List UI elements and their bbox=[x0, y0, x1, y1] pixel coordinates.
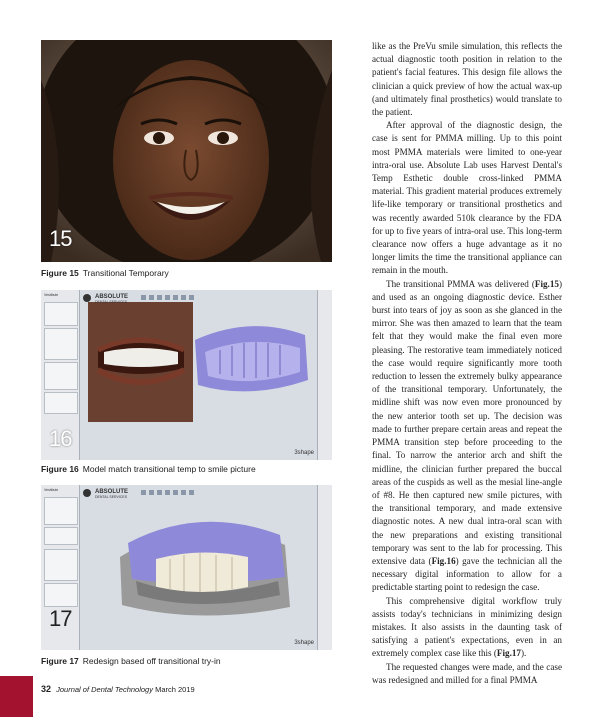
figure-16-screenshot bbox=[41, 290, 332, 460]
paragraph-2: After approval of the diagnostic design, the case is sent for PMMA milling. Up to this point most PMMA materials were limited to one-year intra-oral use. Absolute Lab uses Harvest Dental's Temp Esthetic double cross-linked PMMA material. This gradient material produces extremely life-like temporary or transitional prosthetics and was recently awarded 510k clearance by the FDA for up to five years of intra-oral use. This long-term clearance now offers a huge advantage as it no longer limits the time the transitional appliance can remain in the mouth. bbox=[372, 120, 562, 276]
figure-ref: Fig.15 bbox=[534, 278, 559, 289]
brand-subtitle: DENTAL SERVICES bbox=[95, 300, 128, 304]
figure-17-screenshot bbox=[41, 485, 332, 650]
side-toolbar bbox=[317, 485, 332, 650]
caption-text: Redesign based off transitional try-in bbox=[82, 656, 221, 666]
paragraph-4 bbox=[372, 595, 562, 661]
figure-15-photo bbox=[41, 40, 332, 262]
figure-number: 16 bbox=[49, 426, 72, 451]
3d-viewport bbox=[80, 290, 317, 460]
vendor-logo: 3shape bbox=[294, 450, 314, 456]
smiling-woman-portrait bbox=[41, 40, 332, 262]
brand-text: ABSOLUTE bbox=[95, 294, 128, 300]
figure-16-caption bbox=[41, 464, 256, 474]
text-run: The transitional PMMA was delivered ( bbox=[386, 278, 535, 289]
figure-17-caption bbox=[41, 656, 221, 666]
figure-ref: Fig.17 bbox=[496, 648, 521, 659]
caption-text: Model match transitional temp to smile picture bbox=[82, 464, 256, 474]
viewport-toolbar bbox=[141, 295, 194, 300]
brand-name bbox=[95, 489, 128, 499]
paragraph-1: like as the PreVu smile simulation, this reflects the actual diagnostic tooth position in relation to the patient's facial features. This design file allows the clinician a quick preview of how the actual wax-up (and ultimately final prosthetics) would translate to the patient. bbox=[372, 41, 562, 118]
caption-text: Transitional Temporary bbox=[82, 268, 169, 278]
text-run: ). bbox=[521, 648, 527, 659]
text-run: This comprehensive digital workflow truly assists today's technicians in minimizing design mistakes. It also assists in the daunting task of satisfying a patient's expectations, even in an extremely complex case like this ( bbox=[372, 595, 562, 659]
brand-subtitle: DENTAL SERVICES bbox=[95, 495, 128, 499]
figure-label: Figure 15 bbox=[41, 268, 79, 278]
figure-15-caption bbox=[41, 268, 169, 278]
page-accent-strip bbox=[0, 676, 33, 717]
text-run: ) gave the technician all the necessary digital information to allow for a predictable starting point to redesign the case. bbox=[372, 555, 562, 593]
paragraph-3 bbox=[372, 278, 562, 595]
figure-number: 17 bbox=[49, 606, 72, 631]
text-run: ) and used as an ongoing diagnostic device. Esther burst into tears of joy as soon as she glanced in the mirror. She was then amazed to learn that the team felt that they would make the final even more pleasing. The restorative team immediately noticed the case would require significantly more tooth reduction to lessen the extremely bulky appearance of the transitional temporary. Unfortunately, the midline shift was now even more pronounced by the new anterior tooth set up. The decision was made to further prepare certain areas and repeat the PMMA transition step before proceeding to the final. To narrow the anterior arch and shift the midline, the clinician further prepared the buccal areas of the cuspids as well as the mesial line-angle of #8. He then captured new smile pictures, with the transitional temporary, and made extensive diagnostic notes. A new dual intra-oral scan with the new preparations and existing transitional temporary was sent to the lab for processing. This extensive data ( bbox=[372, 278, 562, 566]
page-number: 32 bbox=[41, 684, 52, 694]
figure-label: Figure 17 bbox=[41, 656, 79, 666]
brand-text: ABSOLUTE bbox=[95, 489, 128, 495]
brand-logo-icon bbox=[83, 489, 91, 497]
vendor-logo: 3shape bbox=[294, 640, 314, 646]
3d-viewport bbox=[80, 485, 317, 650]
viewport-toolbar bbox=[141, 490, 194, 495]
brand-logo-icon bbox=[83, 294, 91, 302]
journal-name: Journal of Dental Technology bbox=[56, 685, 153, 694]
page-footer bbox=[41, 684, 195, 694]
paragraph-5: The requested changes were made, and the case was redesigned and milled for a final PMMA bbox=[372, 661, 562, 685]
figure-number: 15 bbox=[49, 226, 72, 251]
brand-name bbox=[95, 294, 128, 304]
figure-ref: Fig.16 bbox=[431, 555, 456, 566]
panel-title: Vestibule bbox=[44, 488, 59, 492]
panel-title: Vestibule bbox=[44, 293, 59, 297]
issue-date: March 2019 bbox=[155, 685, 195, 694]
figure-label: Figure 16 bbox=[41, 464, 79, 474]
side-toolbar bbox=[317, 290, 332, 460]
article-column bbox=[372, 40, 562, 687]
